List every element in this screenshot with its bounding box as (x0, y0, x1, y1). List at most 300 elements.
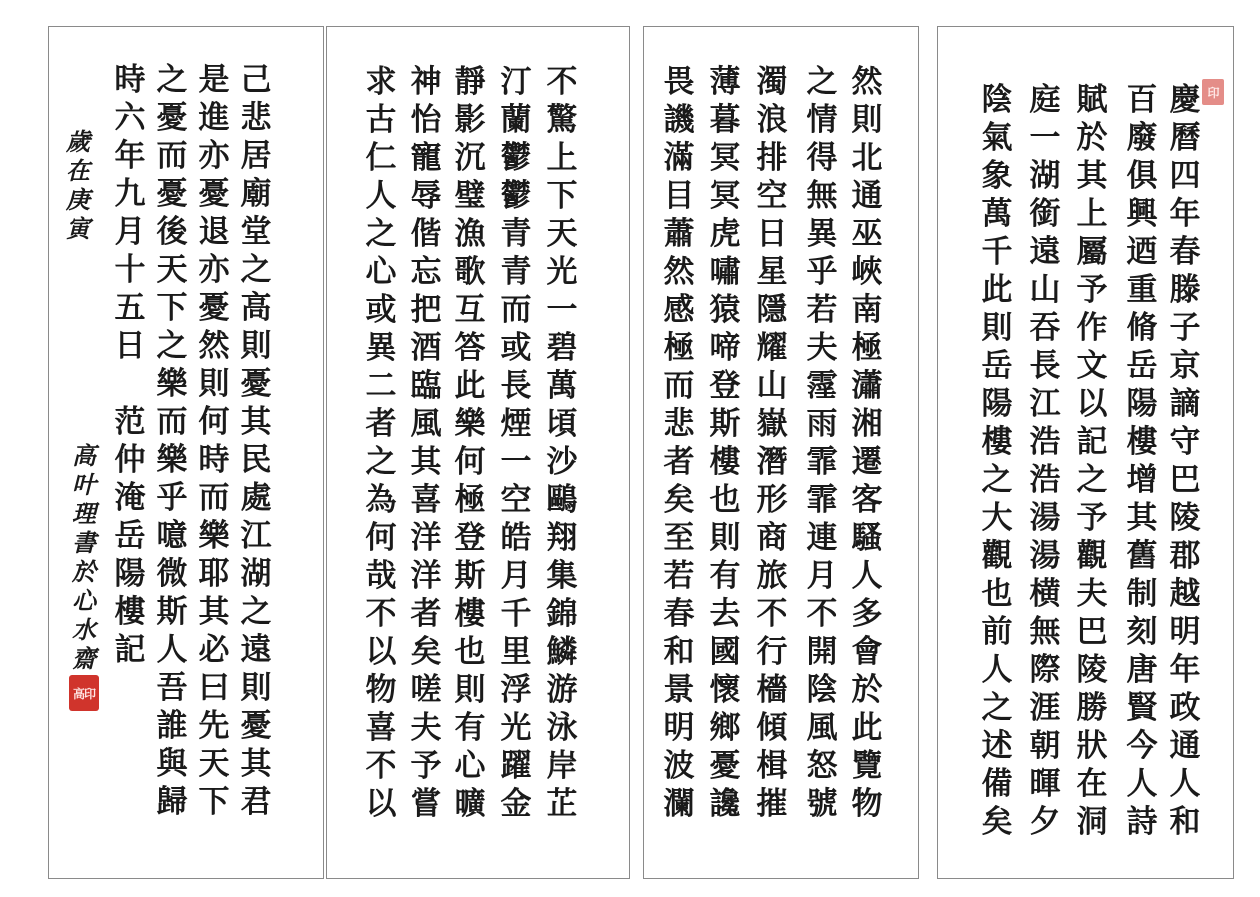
calligraphy-character: 摧 (756, 786, 788, 822)
calligraphy-character: 是 (198, 62, 230, 98)
calligraphy-character: 無 (1029, 614, 1061, 650)
calligraphy-character: 斯 (156, 594, 188, 630)
calligraphy-character: 喜 (410, 482, 442, 518)
calligraphy-character: 吾 (156, 670, 188, 706)
calligraphy-character: 在 (1076, 766, 1108, 802)
calligraphy-character: 憂 (156, 176, 188, 212)
calligraphy-character: 集 (546, 558, 578, 594)
calligraphy-character: 嗟 (410, 672, 442, 708)
calligraphy-character: 月 (114, 214, 146, 250)
calligraphy-character: 遷 (851, 444, 883, 480)
calligraphy-character: 則 (981, 310, 1013, 346)
calligraphy-character: 日 (114, 328, 146, 364)
calligraphy-character: 悲 (240, 100, 272, 136)
calligraphy-character: 則 (851, 102, 883, 138)
calligraphy-character: 鱗 (546, 634, 578, 670)
calligraphy-character: 瀟 (851, 368, 883, 404)
calligraphy-character: 九 (114, 176, 146, 212)
calligraphy-character: 得 (806, 140, 838, 176)
calligraphy-character: 岳 (1126, 348, 1158, 384)
calligraphy-character: 春 (1169, 234, 1201, 270)
calligraphy-character: 影 (454, 102, 486, 138)
calligraphy-character: 陽 (114, 556, 146, 592)
calligraphy-character: 濁 (756, 64, 788, 100)
calligraphy-character: 守 (1169, 424, 1201, 460)
calligraphy-character: 暉 (1029, 766, 1061, 802)
calligraphy-character: 異 (806, 216, 838, 252)
calligraphy-character: 陽 (981, 386, 1013, 422)
calligraphy-character: 觀 (981, 538, 1013, 574)
calligraphy-character: 十 (114, 252, 146, 288)
calligraphy-character: 二 (365, 368, 397, 404)
calligraphy-character: 詩 (1126, 804, 1158, 840)
calligraphy-character: 金 (500, 786, 532, 822)
calligraphy-character: 時 (198, 442, 230, 478)
calligraphy-character: 浮 (500, 672, 532, 708)
calligraphy-character: 然 (851, 64, 883, 100)
calligraphy-character: 人 (981, 652, 1013, 688)
calligraphy-character: 庭 (1029, 82, 1061, 118)
calligraphy-character: 游 (546, 672, 578, 708)
calligraphy-character: 風 (806, 710, 838, 746)
calligraphy-character: 刻 (1126, 614, 1158, 650)
calligraphy-character: 則 (709, 520, 741, 556)
calligraphy-character: 陰 (981, 82, 1013, 118)
calligraphy-character (109, 365, 151, 403)
calligraphy-character: 光 (500, 710, 532, 746)
calligraphy-character: 增 (1126, 462, 1158, 498)
calligraphy-character: 樂 (156, 442, 188, 478)
calligraphy-character: 物 (365, 672, 397, 708)
calligraphy-character: 斯 (454, 558, 486, 594)
calligraphy-character: 氣 (981, 120, 1013, 156)
calligraphy-character: 千 (500, 596, 532, 632)
calligraphy-character: 心 (454, 748, 486, 784)
calligraphy-character: 忘 (410, 254, 442, 290)
calligraphy-character: 以 (365, 786, 397, 822)
artist-signature (69, 441, 99, 673)
text-column (1024, 81, 1066, 841)
calligraphy-character: 霏 (806, 482, 838, 518)
calligraphy-character: 堂 (240, 214, 272, 250)
calligraphy-character: 憂 (240, 366, 272, 402)
calligraphy-character: 春 (663, 596, 695, 632)
calligraphy-character: 開 (806, 634, 838, 670)
calligraphy-character: 洋 (410, 520, 442, 556)
calligraphy-character: 湖 (240, 556, 272, 592)
calligraphy-character: 通 (851, 178, 883, 214)
calligraphy-character: 極 (851, 330, 883, 366)
calligraphy-character: 空 (500, 482, 532, 518)
text-column (193, 61, 235, 821)
calligraphy-character: 今 (1126, 728, 1158, 764)
calligraphy-character: 行 (756, 634, 788, 670)
calligraphy-character: 通 (1169, 728, 1201, 764)
calligraphy-character: 於 (851, 672, 883, 708)
calligraphy-character: 南 (851, 292, 883, 328)
calligraphy-character: 泳 (546, 710, 578, 746)
calligraphy-character: 興 (1126, 196, 1158, 232)
calligraphy-character: 年 (1169, 652, 1201, 688)
calligraphy-character: 其 (1076, 158, 1108, 194)
calligraphy-character: 陵 (1076, 652, 1108, 688)
calligraphy-character: 予 (410, 748, 442, 784)
calligraphy-character: 其 (1126, 500, 1158, 536)
calligraphy-character: 曆 (1169, 120, 1201, 156)
calligraphy-character: 或 (365, 292, 397, 328)
calligraphy-character: 滕 (1169, 272, 1201, 308)
calligraphy-character: 樂 (198, 518, 230, 554)
calligraphy-character: 與 (156, 746, 188, 782)
calligraphy-character: 岳 (114, 518, 146, 554)
calligraphy-character: 霪 (806, 368, 838, 404)
calligraphy-character: 怡 (410, 102, 442, 138)
calligraphy-character: 商 (756, 520, 788, 556)
calligraphy-character: 耶 (198, 556, 230, 592)
calligraphy-character: 湯 (1029, 538, 1061, 574)
calligraphy-character: 啼 (709, 330, 741, 366)
calligraphy-character: 觀 (1076, 538, 1108, 574)
calligraphy-character: 樓 (454, 596, 486, 632)
calligraphy-character: 必 (198, 632, 230, 668)
calligraphy-character: 然 (663, 254, 695, 290)
calligraphy-character: 斯 (709, 406, 741, 442)
calligraphy-character: 象 (981, 158, 1013, 194)
text-column (751, 63, 793, 823)
calligraphy-character: 憂 (198, 176, 230, 212)
calligraphy-character: 而 (198, 480, 230, 516)
calligraphy-character: 山 (756, 368, 788, 404)
calligraphy-character: 月 (806, 558, 838, 594)
calligraphy-character: 予 (1076, 272, 1108, 308)
calligraphy-character: 矣 (410, 634, 442, 670)
calligraphy-character: 年 (1169, 196, 1201, 232)
calligraphy-character: 碧 (546, 330, 578, 366)
calligraphy-character: 憂 (156, 100, 188, 136)
calligraphy-character: 連 (806, 520, 838, 556)
calligraphy-character: 陽 (1126, 386, 1158, 422)
calligraphy-character: 慶 (1169, 82, 1201, 118)
calligraphy-character: 謫 (1169, 386, 1201, 422)
calligraphy-character: 遠 (240, 632, 272, 668)
calligraphy-character: 賢 (1126, 690, 1158, 726)
calligraphy-character: 滿 (663, 140, 695, 176)
calligraphy-character: 重 (1126, 272, 1158, 308)
inscription-character: 齋 (72, 644, 96, 673)
calligraphy-character: 其 (198, 594, 230, 630)
calligraphy-character: 吞 (1029, 310, 1061, 346)
calligraphy-character: 猿 (709, 292, 741, 328)
calligraphy-character: 極 (454, 482, 486, 518)
calligraphy-character: 楫 (756, 748, 788, 784)
calligraphy-character: 浩 (1029, 462, 1061, 498)
calligraphy-character: 以 (1076, 386, 1108, 422)
calligraphy-character: 臨 (410, 368, 442, 404)
calligraphy-character: 偕 (410, 216, 442, 252)
calligraphy-character: 酒 (410, 330, 442, 366)
inscription-character: 高 (72, 441, 96, 470)
calligraphy-character: 寵 (410, 140, 442, 176)
calligraphy-character: 則 (198, 366, 230, 402)
calligraphy-character: 者 (663, 444, 695, 480)
corner-seal-stamp: 印 (1202, 79, 1224, 105)
calligraphy-character: 潛 (756, 444, 788, 480)
calligraphy-character: 廢 (1126, 120, 1158, 156)
calligraphy-character: 不 (806, 596, 838, 632)
calligraphy-character: 何 (454, 444, 486, 480)
calligraphy-character: 迺 (1126, 234, 1158, 270)
calligraphy-character: 汀 (500, 64, 532, 100)
calligraphy-character: 洞 (1076, 804, 1108, 840)
calligraphy-character: 作 (1076, 310, 1108, 346)
calligraphy-character: 備 (981, 766, 1013, 802)
calligraphy-character: 辱 (410, 178, 442, 214)
calligraphy-character: 也 (709, 482, 741, 518)
calligraphy-character: 上 (546, 140, 578, 176)
calligraphy-character: 喜 (365, 710, 397, 746)
calligraphy-character: 湯 (1029, 500, 1061, 536)
calligraphy-character: 憂 (198, 290, 230, 326)
calligraphy-character: 答 (454, 330, 486, 366)
calligraphy-character: 譏 (663, 102, 695, 138)
inscription-character: 於 (72, 557, 96, 586)
calligraphy-character: 不 (756, 596, 788, 632)
calligraphy-character: 浩 (1029, 424, 1061, 460)
calligraphy-character: 樂 (156, 366, 188, 402)
calligraphy-character: 嘗 (410, 786, 442, 822)
calligraphy-character: 耀 (756, 330, 788, 366)
calligraphy-character: 一 (1029, 120, 1061, 156)
calligraphy-character: 於 (1076, 120, 1108, 156)
text-column (360, 63, 402, 823)
inscription-character: 水 (72, 615, 96, 644)
calligraphy-character: 萬 (546, 368, 578, 404)
calligraphy-panel-4 (48, 26, 324, 879)
calligraphy-character: 朝 (1029, 728, 1061, 764)
calligraphy-character: 翔 (546, 520, 578, 556)
calligraphy-character: 懷 (709, 672, 741, 708)
calligraphy-character: 文 (1076, 348, 1108, 384)
calligraphy-character: 雨 (806, 406, 838, 442)
text-column (801, 63, 843, 823)
calligraphy-character: 青 (500, 254, 532, 290)
calligraphy-character: 何 (198, 404, 230, 440)
calligraphy-character: 虎 (709, 216, 741, 252)
calligraphy-character: 退 (198, 214, 230, 250)
calligraphy-character: 鄉 (709, 710, 741, 746)
calligraphy-character: 山 (1029, 272, 1061, 308)
calligraphy-character: 煙 (500, 406, 532, 442)
calligraphy-character: 至 (663, 520, 695, 556)
calligraphy-character: 而 (156, 404, 188, 440)
calligraphy-character: 沉 (454, 140, 486, 176)
calligraphy-character: 君 (240, 784, 272, 820)
calligraphy-character: 勝 (1076, 690, 1108, 726)
calligraphy-character: 淹 (114, 480, 146, 516)
calligraphy-character: 仲 (114, 442, 146, 478)
calligraphy-character: 長 (1029, 348, 1061, 384)
calligraphy-character: 舊 (1126, 538, 1158, 574)
calligraphy-character: 歌 (454, 254, 486, 290)
inscription-character: 叶 (72, 470, 96, 499)
calligraphy-character: 躍 (500, 748, 532, 784)
calligraphy-character: 異 (365, 330, 397, 366)
calligraphy-character: 星 (756, 254, 788, 290)
calligraphy-character: 日 (756, 216, 788, 252)
calligraphy-character: 霏 (806, 444, 838, 480)
calligraphy-character: 驚 (546, 102, 578, 138)
calligraphy-character: 涯 (1029, 690, 1061, 726)
text-column (151, 61, 193, 821)
calligraphy-character: 巫 (851, 216, 883, 252)
calligraphy-character: 然 (198, 328, 230, 364)
text-column (658, 63, 700, 823)
calligraphy-character: 天 (198, 746, 230, 782)
calligraphy-character: 下 (198, 784, 230, 820)
calligraphy-character: 萬 (981, 196, 1013, 232)
calligraphy-character: 樓 (709, 444, 741, 480)
calligraphy-character: 若 (663, 558, 695, 594)
calligraphy-character: 月 (500, 558, 532, 594)
calligraphy-character: 蘭 (500, 102, 532, 138)
calligraphy-character: 一 (500, 444, 532, 480)
calligraphy-character: 感 (663, 292, 695, 328)
calligraphy-character: 求 (365, 64, 397, 100)
calligraphy-character: 此 (851, 710, 883, 746)
calligraphy-character: 子 (1169, 310, 1201, 346)
calligraphy-character: 處 (240, 480, 272, 516)
calligraphy-character: 夫 (410, 710, 442, 746)
calligraphy-character: 鬱 (500, 178, 532, 214)
calligraphy-character: 暮 (709, 102, 741, 138)
calligraphy-character: 皓 (500, 520, 532, 556)
calligraphy-character: 江 (240, 518, 272, 554)
calligraphy-character: 檣 (756, 672, 788, 708)
calligraphy-character: 則 (454, 672, 486, 708)
calligraphy-character: 也 (981, 576, 1013, 612)
calligraphy-character: 不 (365, 748, 397, 784)
calligraphy-character: 歸 (156, 784, 188, 820)
calligraphy-character: 以 (365, 634, 397, 670)
calligraphy-character: 岸 (546, 748, 578, 784)
calligraphy-character: 波 (663, 748, 695, 784)
calligraphy-character: 前 (981, 614, 1013, 650)
calligraphy-character: 號 (806, 786, 838, 822)
calligraphy-character: 憂 (709, 748, 741, 784)
calligraphy-character: 憂 (240, 708, 272, 744)
calligraphy-character: 郡 (1169, 538, 1201, 574)
inscription-character: 歲 (66, 127, 90, 156)
calligraphy-character: 者 (365, 406, 397, 442)
calligraphy-character: 唐 (1126, 652, 1158, 688)
text-column (846, 63, 888, 823)
calligraphy-character: 湖 (1029, 158, 1061, 194)
calligraphy-character: 情 (806, 102, 838, 138)
calligraphy-character: 目 (663, 178, 695, 214)
calligraphy-character: 去 (709, 596, 741, 632)
calligraphy-character: 賦 (1076, 82, 1108, 118)
calligraphy-character: 一 (546, 292, 578, 328)
calligraphy-character: 而 (156, 138, 188, 174)
calligraphy-character: 無 (806, 178, 838, 214)
calligraphy-character: 巴 (1076, 614, 1108, 650)
calligraphy-character: 鷗 (546, 482, 578, 518)
calligraphy-character: 形 (756, 482, 788, 518)
calligraphy-character: 之 (1076, 462, 1108, 498)
calligraphy-character: 芷 (546, 786, 578, 822)
calligraphy-character: 璧 (454, 178, 486, 214)
calligraphy-character: 之 (981, 462, 1013, 498)
calligraphy-character: 京 (1169, 348, 1201, 384)
calligraphy-character: 明 (663, 710, 695, 746)
calligraphy-character: 高 (240, 290, 272, 326)
calligraphy-character: 誰 (156, 708, 188, 744)
calligraphy-character: 際 (1029, 652, 1061, 688)
calligraphy-character: 亦 (198, 138, 230, 174)
calligraphy-character: 哉 (365, 558, 397, 594)
text-column (405, 63, 447, 823)
calligraphy-character: 百 (1126, 82, 1158, 118)
calligraphy-character: 旅 (756, 558, 788, 594)
calligraphy-character: 乎 (156, 480, 188, 516)
calligraphy-character: 光 (546, 254, 578, 290)
calligraphy-character: 冥 (709, 140, 741, 176)
text-column (109, 61, 151, 669)
calligraphy-character: 四 (1169, 158, 1201, 194)
calligraphy-character: 之 (365, 216, 397, 252)
calligraphy-character: 瀾 (663, 786, 695, 822)
calligraphy-character: 六 (114, 100, 146, 136)
calligraphy-character: 其 (410, 444, 442, 480)
calligraphy-character: 物 (851, 786, 883, 822)
text-column (976, 81, 1018, 841)
calligraphy-character: 陵 (1169, 500, 1201, 536)
calligraphy-character: 岳 (981, 348, 1013, 384)
calligraphy-character: 不 (365, 596, 397, 632)
calligraphy-character: 空 (756, 178, 788, 214)
calligraphy-character: 而 (500, 292, 532, 328)
text-column (495, 63, 537, 823)
text-column (1071, 81, 1113, 841)
calligraphy-character: 年 (114, 138, 146, 174)
calligraphy-character: 若 (806, 292, 838, 328)
calligraphy-character: 時 (114, 62, 146, 98)
inscription-character: 理 (72, 499, 96, 528)
calligraphy-character: 樂 (454, 406, 486, 442)
calligraphy-character: 千 (981, 234, 1013, 270)
calligraphy-character: 銜 (1029, 196, 1061, 232)
calligraphy-character: 仁 (365, 140, 397, 176)
calligraphy-character: 狀 (1076, 728, 1108, 764)
calligraphy-character: 之 (365, 444, 397, 480)
calligraphy-character: 北 (851, 140, 883, 176)
calligraphy-character: 五 (114, 290, 146, 326)
text-column (449, 63, 491, 823)
calligraphy-character: 客 (851, 482, 883, 518)
calligraphy-character: 大 (981, 500, 1013, 536)
calligraphy-character: 此 (454, 368, 486, 404)
calligraphy-character: 下 (546, 178, 578, 214)
text-column (1164, 81, 1206, 841)
calligraphy-character: 長 (500, 368, 532, 404)
calligraphy-character: 樓 (114, 594, 146, 630)
calligraphy-character: 後 (156, 214, 188, 250)
calligraphy-character: 脩 (1126, 310, 1158, 346)
calligraphy-character: 為 (365, 482, 397, 518)
calligraphy-character: 有 (709, 558, 741, 594)
calligraphy-character: 范 (114, 404, 146, 440)
calligraphy-character: 噫 (156, 518, 188, 554)
